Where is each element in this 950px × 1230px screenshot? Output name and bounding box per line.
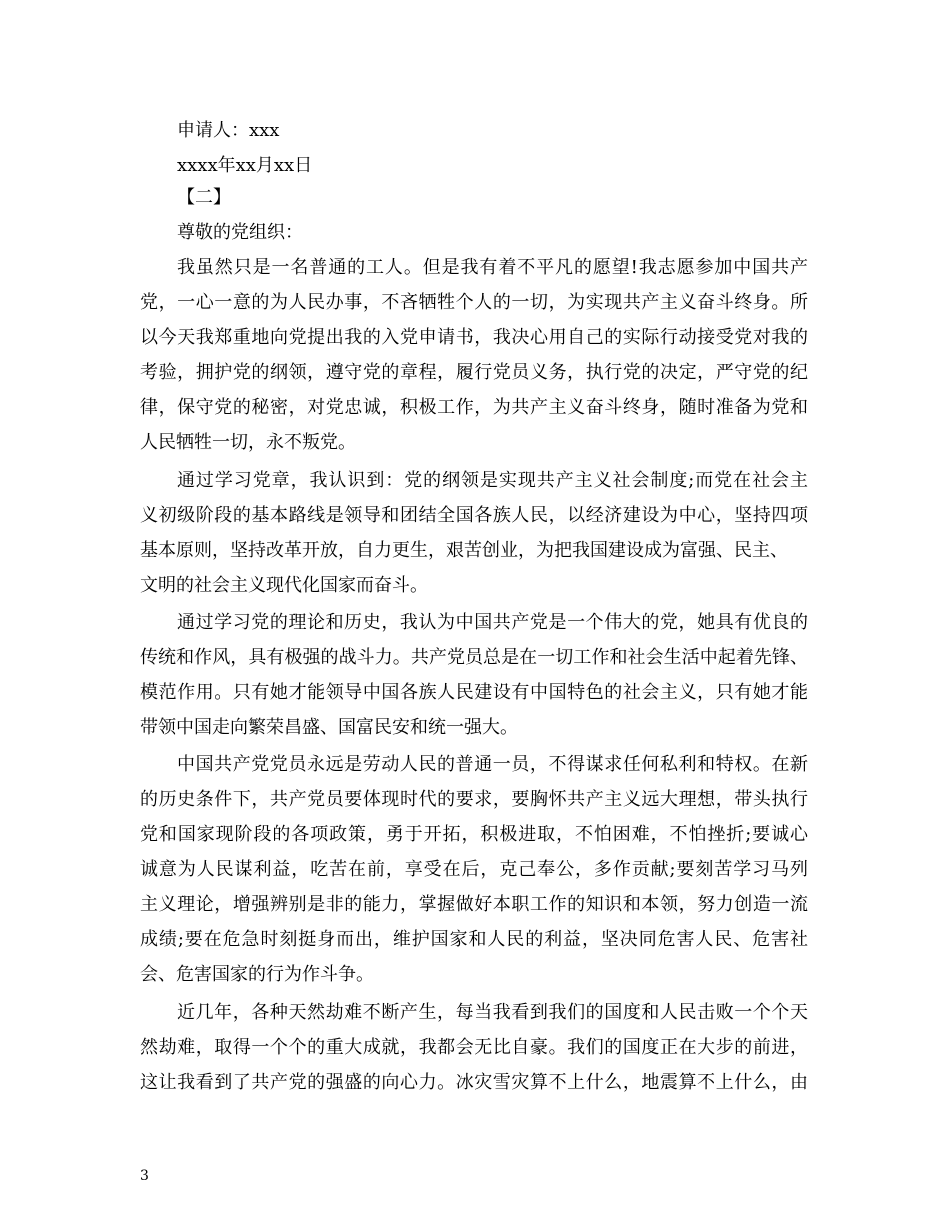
paragraph-5-line-2: 然劫难，取得一个个的重大成就，我都会无比自豪。我们的国度正在大步的前进， bbox=[140, 1037, 808, 1058]
applicant-line: 申请人：xxx bbox=[177, 120, 280, 141]
paragraph-4-line-7: 会、危害国家的行为作斗争。 bbox=[140, 964, 374, 985]
paragraph-2-line-4: 文明的社会主义现代化国家而奋斗。 bbox=[140, 575, 428, 596]
paragraph-2-line-1: 通过学习党章，我认识到：党的纲领是实现共产主义社会制度;而党在社会主 bbox=[177, 470, 808, 491]
paragraph-1-line-1: 我虽然只是一名普通的工人。但是我有着不平凡的愿望!我志愿参加中国共产 bbox=[177, 257, 808, 278]
paragraph-5-line-1: 近几年，各种天然劫难不断产生，每当我看到我们的国度和人民击败一个个天 bbox=[177, 1002, 808, 1023]
paragraph-4-line-5: 主义理论，增强辨别是非的能力，掌握做好本职工作的知识和本领，努力创造一流 bbox=[140, 894, 808, 915]
paragraph-3-line-3: 模范作用。只有她才能领导中国各族人民建设有中国特色的社会主义，只有她才能 bbox=[140, 682, 808, 703]
salutation: 尊敬的党组织： bbox=[177, 222, 303, 243]
paragraph-2-line-2: 义初级阶段的基本路线是领导和团结全国各族人民，以经济建设为中心，坚持四项 bbox=[140, 505, 808, 526]
paragraph-1-line-2: 党，一心一意的为人民办事，不吝牺牲个人的一切，为实现共产主义奋斗终身。所 bbox=[140, 292, 808, 313]
paragraph-4-line-1: 中国共产党党员永远是劳动人民的普通一员，不得谋求任何私利和特权。在新 bbox=[177, 754, 808, 775]
section-heading: 【二】 bbox=[177, 187, 231, 208]
paragraph-4-line-3: 党和国家现阶段的各项政策，勇于开拓，积极进取，不怕困难，不怕挫折;要诚心 bbox=[140, 824, 808, 845]
paragraph-4-line-6: 成绩;要在危急时刻挺身而出，维护国家和人民的利益，坚决同危害人民、危害社 bbox=[140, 929, 808, 950]
paragraph-1-line-4: 考验，拥护党的纲领，遵守党的章程，履行党员义务，执行党的决定，严守党的纪 bbox=[140, 362, 808, 383]
paragraph-2-line-3: 基本原则，坚持改革开放，自力更生，艰苦创业，为把我国建设成为富强、民主、 bbox=[140, 540, 788, 561]
paragraph-4-line-2: 的历史条件下，共产党员要体现时代的要求，要胸怀共产主义远大理想，带头执行 bbox=[140, 789, 808, 810]
date-line: xxxx年xx月xx日 bbox=[177, 155, 313, 176]
paragraph-1-line-5: 律，保守党的秘密，对党忠诚，积极工作，为共产主义奋斗终身，随时准备为党和 bbox=[140, 397, 808, 418]
paragraph-3-line-2: 传统和作风，具有极强的战斗力。共产党员总是在一切工作和社会生活中起着先锋、 bbox=[140, 647, 808, 668]
paragraph-1-line-3: 以今天我郑重地向党提出我的入党申请书，我决心用自己的实际行动接受党对我的 bbox=[140, 327, 808, 348]
paragraph-5-line-3: 这让我看到了共产党的强盛的向心力。冰灾雪灾算不上什么，地震算不上什么，由 bbox=[140, 1072, 808, 1093]
paragraph-3-line-1: 通过学习党的理论和历史，我认为中国共产党是一个伟大的党，她具有优良的 bbox=[177, 612, 808, 633]
paragraph-3-line-4: 带领中国走向繁荣昌盛、国富民安和统一强大。 bbox=[140, 717, 518, 738]
page-number: 3 bbox=[140, 1168, 149, 1184]
paragraph-1-line-6: 人民牺牲一切，永不叛党。 bbox=[140, 432, 356, 453]
paragraph-4-line-4: 诚意为人民谋利益，吃苦在前，享受在后，克己奉公，多作贡献;要刻苦学习马列 bbox=[140, 859, 808, 880]
